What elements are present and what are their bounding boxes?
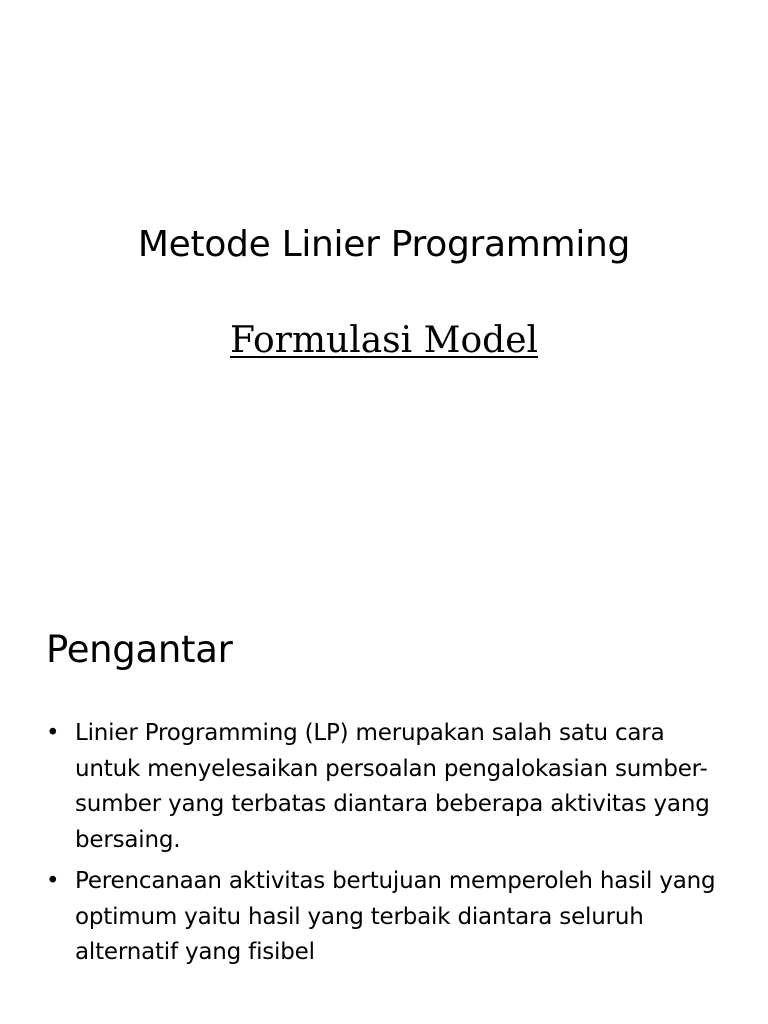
bullet-item: [46, 864, 726, 971]
bullet-icon: •: [46, 868, 60, 894]
bullet-text: Perencanaan aktivitas bertujuan memperoleh hasil yang optimum yaitu hasil yang terbaik diantara seluruh alternatif yang fisibel: [75, 868, 716, 965]
bullet-text: Linier Programming (LP) merupakan salah satu cara untuk menyelesaikan persoalan pengalokasian sumber-sumber yang terbatas diantara beberapa aktivitas yang bersaing.: [75, 720, 710, 853]
slide-title: Metode Linier Programming: [137, 224, 631, 265]
bullet-list: [46, 716, 726, 977]
slide-subtitle: Formulasi Model: [229, 320, 539, 361]
bullet-item: [46, 716, 726, 858]
bullet-icon: •: [46, 720, 60, 746]
content-slide: [0, 576, 768, 1024]
section-heading: Pengantar: [46, 628, 233, 671]
